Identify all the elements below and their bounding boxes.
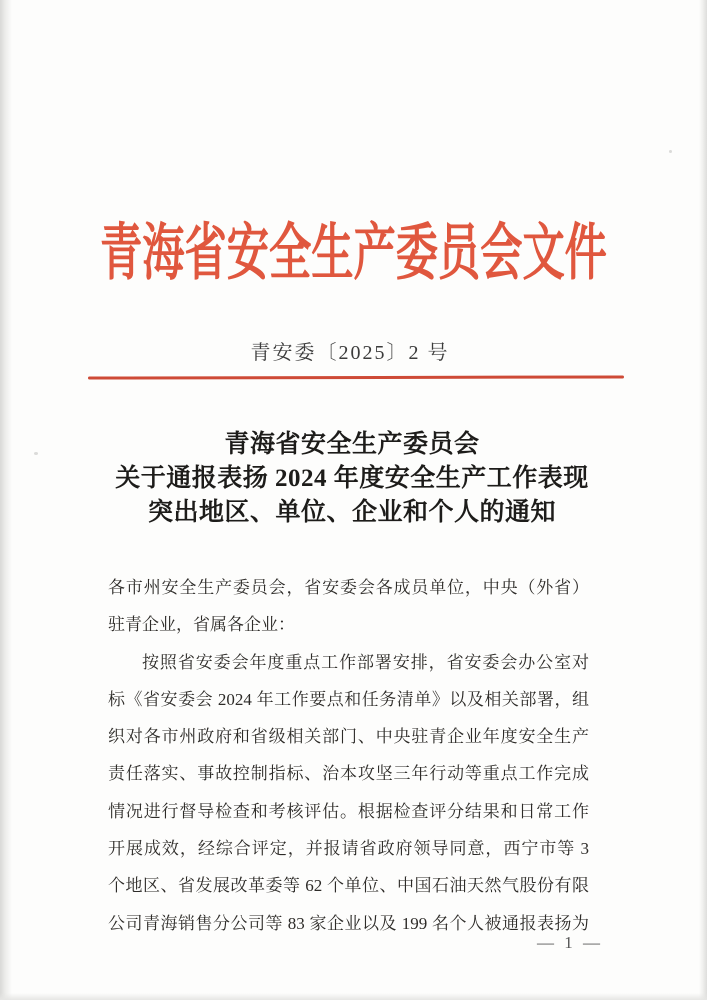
body-line: 开展成效，经综合评定，并报请省政府领导同意，西宁市等 3 [108,839,589,859]
document-title [0,428,704,530]
body-line: 织对各市州政府和省级相关部门、中央驻青企业年度安全生产 [108,727,589,747]
body-line: 驻青企业，省属各企业： [108,615,295,635]
body-line: 责任落实、事故控制指标、治本攻坚三年行动等重点工作完成 [108,764,589,784]
scan-edge-bottom [0,993,707,1000]
title-line: 突出地区、单位、企业和个人的通知 [147,499,556,526]
scan-speck [669,150,672,153]
body-line: 标《省安委会 2024 年工作要点和任务清单》以及相关部署，组 [108,689,589,709]
title-line: 青海省安全生产委员会 [224,431,480,458]
body-line: 按照省安委会年度重点工作部署安排，省安委会办公室对 [142,652,589,672]
red-separator-line [88,375,624,379]
document-body [108,569,589,942]
letterhead-title: 青海省安全生产委员会文件 [100,219,607,288]
body-line: 个地区、省发展改革委等 62 个单位、中国石油天然气股份有限 [108,876,589,896]
page-number: — 1 — [537,933,603,952]
body-line: 情况进行督导检查和考核评估。根据检查评分结果和日常工作 [108,801,589,821]
title-line: 关于通报表扬 2024 年度安全生产工作表现 [115,465,589,492]
document-number: 青安委〔2025〕2 号 [250,342,450,364]
body-line: 各市州安全生产委员会，省安委会各成员单位，中央（外省） [108,578,589,597]
body-line: 公司青海销售分公司等 83 家企业以及 199 名个人被通报表扬为 [108,913,589,933]
